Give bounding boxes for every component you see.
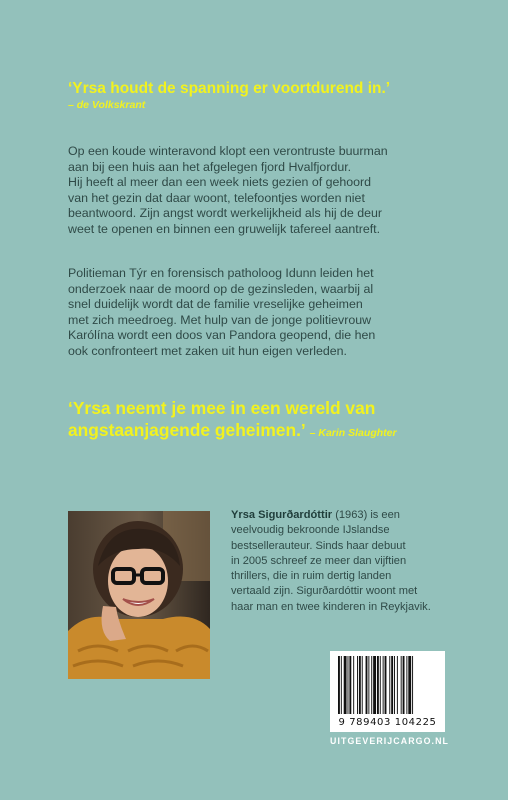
blurb-line: Op een koude winteravond klopt een verontruste buurman: [68, 144, 388, 158]
isbn-number: 9 789403 104225: [338, 717, 437, 728]
barcode-bars: [330, 651, 445, 717]
blurb-paragraph-1: [68, 144, 458, 238]
quote-mid-source: – Karin Slaughter: [309, 427, 397, 439]
blurb-line: beantwoord. Zijn angst wordt werkelijkheid als hij de deur: [68, 206, 383, 221]
bio-line: thrillers, die in ruim dertig landen: [231, 570, 392, 583]
review-quote-top: [68, 80, 458, 112]
blurb-line: onderzoek naar de moord op de gezinsleden, waarbij al: [68, 281, 374, 296]
author-photo: [68, 511, 210, 679]
publisher-url[interactable]: UITGEVERIJCARGO.NL: [330, 736, 450, 746]
quote-top-text: ‘Yrsa houdt de spanning er voortdurend in.’: [68, 80, 391, 97]
blurb-line: Politieman Týr en forensisch patholoog Idunn leiden het: [68, 266, 374, 280]
bio-line: haar man en twee kinderen in Reykjavik.: [231, 600, 431, 613]
author-bio: [231, 508, 461, 615]
bio-line: veelvoudig bekroonde IJslandse: [231, 524, 390, 537]
blurb-line: weet te openen en binnen een gruwelijk tafereel aantreft.: [68, 221, 381, 236]
blurb-line: aan bij een huis aan het afgelegen fjord Hvalfjordur.: [68, 159, 352, 174]
bio-line: in 2005 schreef ze meer dan vijftien: [231, 554, 407, 567]
blurb-line: Hij heeft al meer dan een week niets gezien of gehoord: [68, 175, 372, 190]
author-name: Yrsa Sigurðardóttir: [231, 509, 333, 521]
quote-mid-line-2: angstaanjagende geheimen.’: [68, 420, 305, 440]
review-quote-middle: [68, 397, 458, 444]
bio-line: bestsellerauteur. Sinds haar debuut: [231, 539, 406, 552]
bio-line: vertaald zijn. Sigurðardóttir woont met: [231, 585, 418, 598]
bio-line: (1963) is een: [332, 509, 400, 521]
blurb-paragraph-2: [68, 266, 458, 360]
blurb-line: Karólína wordt een doos van Pandora geopend, die hen: [68, 328, 376, 343]
blurb-line: van het gezin dat daar woont, telefoontjes worden niet: [68, 190, 365, 205]
quote-top-source: – de Volkskrant: [68, 99, 146, 111]
blurb-line: snel duidelijk wordt dat de familie vreselijke geheimen: [68, 297, 363, 312]
blurb-line: ook confronteert met zaken uit hun eigen verleden.: [68, 343, 347, 358]
quote-mid-line-1: ‘Yrsa neemt je mee in een wereld van: [68, 398, 376, 418]
isbn-barcode: [330, 651, 445, 732]
blurb-line: met zich meedroeg. Met hulp van de jonge politievrouw: [68, 312, 372, 327]
